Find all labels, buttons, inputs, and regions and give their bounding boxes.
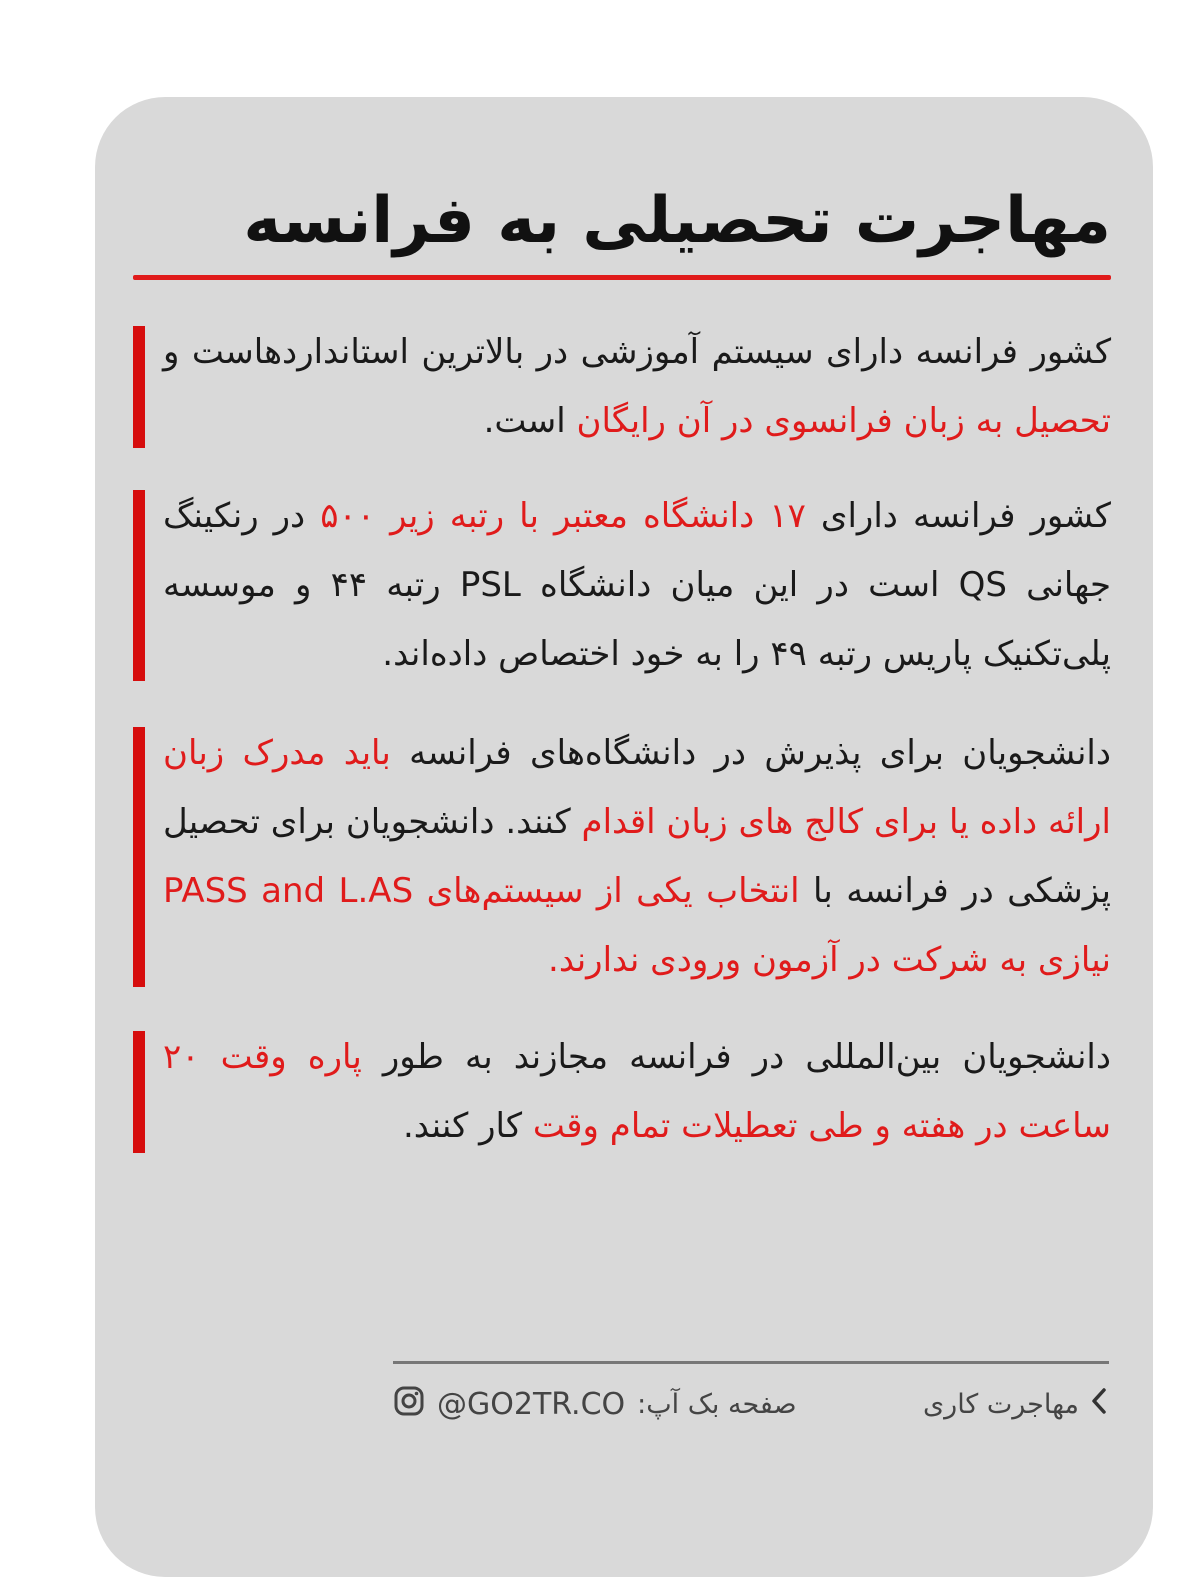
highlight-text: باید مدرک زبان ارائه داده یا برای کالج های زبان اقدام [163,733,1111,842]
highlight-text: انتخاب یکی از سیستم‌های PASS and L.AS نیازی به شرکت در آزمون ورودی ندارند. [163,871,1111,980]
instagram-handle: @GO2TR.CO [437,1386,626,1422]
accent-bar [133,1031,145,1153]
highlight-text: ۱۷ دانشگاه معتبر با رتبه زیر ۵۰۰ [320,496,806,536]
instagram-icon [393,1385,425,1424]
highlight-text: تحصیل به زبان فرانسوی در آن رایگان [576,401,1111,441]
paragraph-text: کشور فرانسه دارای [805,496,1111,536]
chevron-left-icon [1089,1386,1109,1422]
page-title: مهاجرت تحصیلی به فرانسه [243,184,1111,258]
backup-page-link[interactable] [393,1385,797,1424]
info-card [95,97,1153,1577]
footer-divider [393,1361,1109,1364]
title-divider [133,275,1111,280]
paragraph-universities [133,482,1111,689]
backup-page-label: صفحه بک آپ: [637,1388,797,1420]
paragraph-text: کشور فرانسه دارای سیستم آموزشی در بالاترین استانداردهاست و [163,332,1111,372]
category-link[interactable] [923,1386,1109,1422]
paragraph-text: در رنکینگ جهانی QS است در این میان دانشگاه PSL رتبه ۴۴ و موسسه پلی‌تکنیک پاریس رتبه ۴۹ را به خود اختصاص داده‌اند. [163,496,1111,674]
paragraph-text: دانشجویان برای پذیرش در دانشگاه‌های فرانسه [390,733,1111,773]
highlight-text: پاره وقت ۲۰ ساعت در هفته و طی تعطیلات تمام وقت [163,1037,1111,1146]
accent-bar [133,727,145,987]
paragraph-text: کار کنند. [402,1106,533,1146]
paragraph-admission [133,719,1111,995]
paragraph-text: کنند. دانشجویان برای تحصیل پزشکی در فرانسه با [163,802,1112,911]
category-label: مهاجرت کاری [923,1388,1079,1420]
paragraph-text: است. [483,401,577,441]
footer [393,1379,1109,1429]
paragraph-education-system [133,318,1111,456]
accent-bar [133,490,145,681]
accent-bar [133,326,145,448]
paragraph-work [133,1023,1111,1161]
paragraph-text: دانشجویان بین‌المللی در فرانسه مجازند به طور [361,1037,1111,1077]
